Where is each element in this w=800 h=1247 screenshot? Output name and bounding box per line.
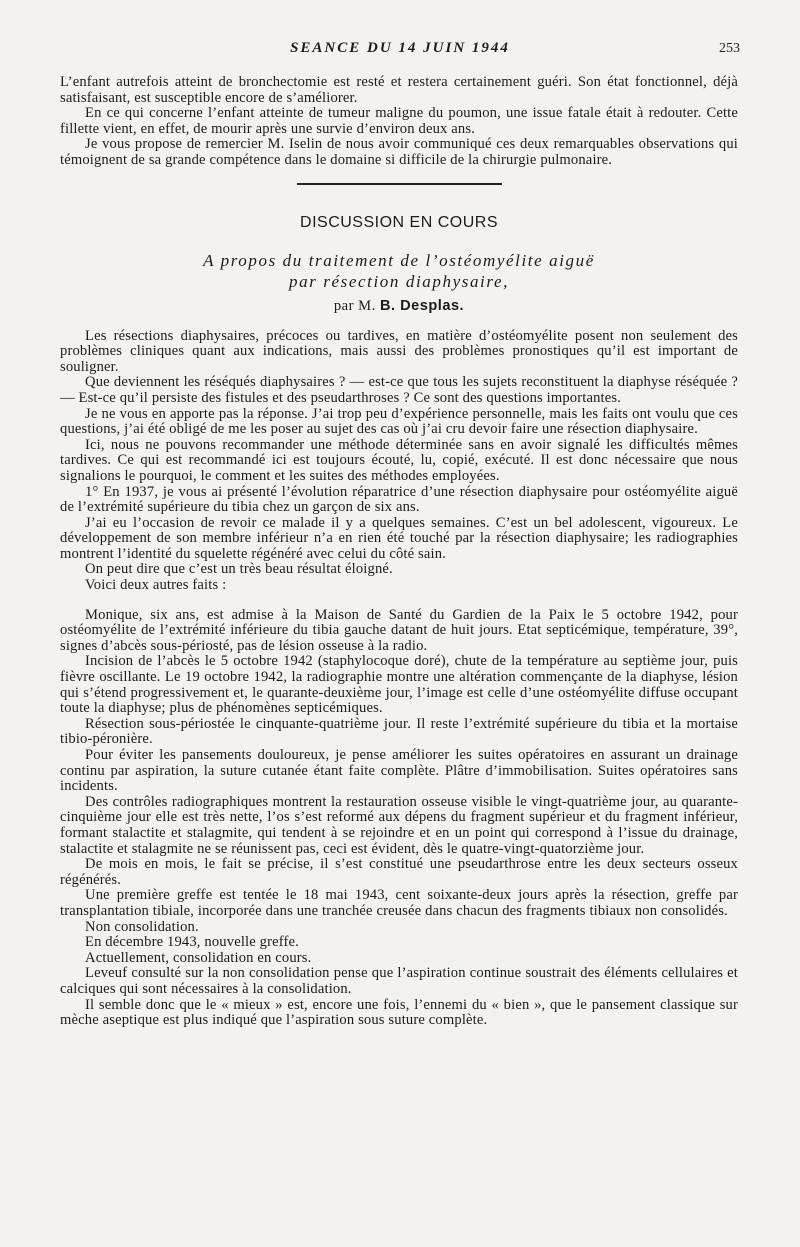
case-paragraph: Résection sous-périostée le cinquante-quatrième jour. Il reste l’extrémité supérieure du tibia et la mortaise tibio-péronière.: [60, 715, 738, 748]
discussion-paragraph: 1° En 1937, je vous ai présenté l’évolution réparatrice d’une résection diaphysaire pour ostéomyélite aiguë de l’extrémité supérieure du tibia chez un garçon de six ans.: [60, 483, 738, 516]
page-header: [60, 38, 740, 60]
discussion-paragraph: Ici, nous ne pouvons recommander une méthode déterminée sans en avoir signalé les difficultés mêmes tardives. Ce qui est recommandé ici est toujours écouté, lu, copié, exécuté. Il est donc nécessaire que nous signalions le pourquoi, le comment et les suites des méthodes employées.: [60, 436, 738, 484]
case-paragraph: Il semble donc que le « mieux » est, encore une fois, l’ennemi du « bien », que le pansement classique sur mèche aseptique est plus indiqué que l’aspiration sous suture complète.: [60, 996, 738, 1029]
running-title: SEANCE DU 14 JUIN 1944: [290, 40, 510, 56]
section-divider: [297, 183, 502, 185]
discussion-paragraph: On peut dire que c’est un très beau résultat éloigné.: [85, 561, 393, 578]
case-paragraph: En décembre 1943, nouvelle greffe.: [85, 934, 299, 951]
case-paragraph: Actuellement, consolidation en cours.: [85, 949, 312, 966]
case-paragraph: Pour éviter les pansements douloureux, je pense améliorer les suites opératoires en assurant un drainage continu par aspiration, la suture cutanée étant faite complète. Plâtre d’immobilisation. Suites opératoires sans incidents.: [60, 747, 738, 795]
article-title-line: A propos du traitement de l’ostéomyélite aiguë: [203, 250, 595, 270]
case-paragraph: Leveuf consulté sur la non consolidation pense que l’aspiration continue soustrait des éléments cellulaires et calciques qui sont nécessaires à la consolidation.: [60, 965, 738, 997]
article-title-line: par résection diaphysaire,: [289, 271, 509, 291]
page-number: 253: [719, 41, 740, 56]
article-title: [60, 250, 738, 292]
case-paragraph: Incision de l’abcès le 5 octobre 1942 (staphylocoque doré), chute de la température au septième jour, puis fièvre oscillante. Le 19 octobre 1942, la radiographie montre une altération commençante de la diaphyse, lésion qui s’étend progressivement et, le quarante-deuxième jour, l’image est celle d’une ostéomyélite diffuse occupant toute la diaphyse; plus de phénomènes septicémiques.: [60, 653, 738, 717]
spacer: [60, 594, 738, 608]
report-paragraph: L’enfant autrefois atteint de bronchectomie est resté et restera certainement guéri. Son état fonctionnel, déjà satisfaisant, est susceptible encore de s’améliorer.: [60, 74, 738, 106]
case-paragraph: Monique, six ans, est admise à la Maison de Santé du Gardien de la Paix le 5 octobre 1942, pour ostéomyélite de l’extrémité inférieure du tibia gauche datant de huit jours. Etat septicémique, température, 39°, signes d’abcès sous-périosté, pas de lésion osseuse à la radio.: [60, 606, 738, 654]
author-name: B. Desplas.: [379, 297, 465, 314]
case-paragraph: Non consolidation.: [85, 918, 199, 935]
byline: [60, 298, 738, 315]
discussion-paragraph: Je ne vous en apporte pas la réponse. J’ai trop peu d’expérience personnelle, mais les faits ont voulu que ces questions, j’ai été obligé de me les poser au sujet des cas où j’ai cru devoir faire une résection diaphysaire.: [60, 405, 738, 438]
case-paragraph: Une première greffe est tentée le 18 mai 1943, cent soixante-deux jours après la résection, greffe par transplantation tibiale, incorporée dans une tranchée creusée dans chacun des fragments tibiaux non consolidés.: [60, 887, 738, 919]
discussion-paragraph: Les résections diaphysaires, précoces ou tardives, en matière d’ostéomyélite posent non seulement des problèmes cliniques quant aux indications, mais aussi des problèmes pronostiques qu’il est important de souligner.: [60, 327, 738, 375]
case-paragraph: Des contrôles radiographiques montrent la restauration osseuse visible le vingt-quatrième jour, au quarante-cinquième jour elle est très nette, l’os s’est reformé aux dépens du fragment supérieur et du fragment inférieur, formant stalactite et stalagmite, qui tendent à se rejoindre et en un point qui correspond à l’issue du drainage, stalactite et stalagmite ne se réunissent pas, ceci est évident, dès le quatre-vingt-quatorzième jour.: [60, 793, 738, 857]
case-paragraph: De mois en mois, le fait se précise, il s’est constitué une pseudarthrose entre les deux secteurs osseux régénérés.: [60, 856, 738, 888]
page-body: [60, 75, 738, 1029]
discussion-paragraph: Que deviennent les réséqués diaphysaires ? — est-ce que tous les sujets reconstituent la diaphyse réséquée ? — Est-ce qu’il persiste des fistules et des pseudarthroses ? Ce sont des questions importantes.: [60, 374, 738, 406]
report-paragraph: En ce qui concerne l’enfant atteinte de tumeur maligne du poumon, une issue fatale était à redouter. Cette fillette vient, en effet, de mourir après une survie d’environ deux ans.: [60, 105, 738, 137]
section-title: DISCUSSION EN COURS: [300, 213, 498, 231]
discussion-paragraph: Voici deux autres faits :: [85, 577, 227, 594]
byline-prefix: par M.: [333, 297, 376, 314]
discussion-paragraph: J’ai eu l’occasion de revoir ce malade il y a quelques semaines. C’est un bel adolescent, vigoureux. Le développement de son membre inférieur n’a en rien été touché par la résection diaphysaire; les radiographies montrent l’identité du squelette régénéré avec celui du côté sain.: [60, 514, 738, 562]
report-paragraph: Je vous propose de remercier M. Iselin de nous avoir communiqué ces deux remarquables observations qui témoignent de sa grande compétence dans le domaine si difficile de la chirurgie pulmonaire.: [60, 136, 738, 168]
